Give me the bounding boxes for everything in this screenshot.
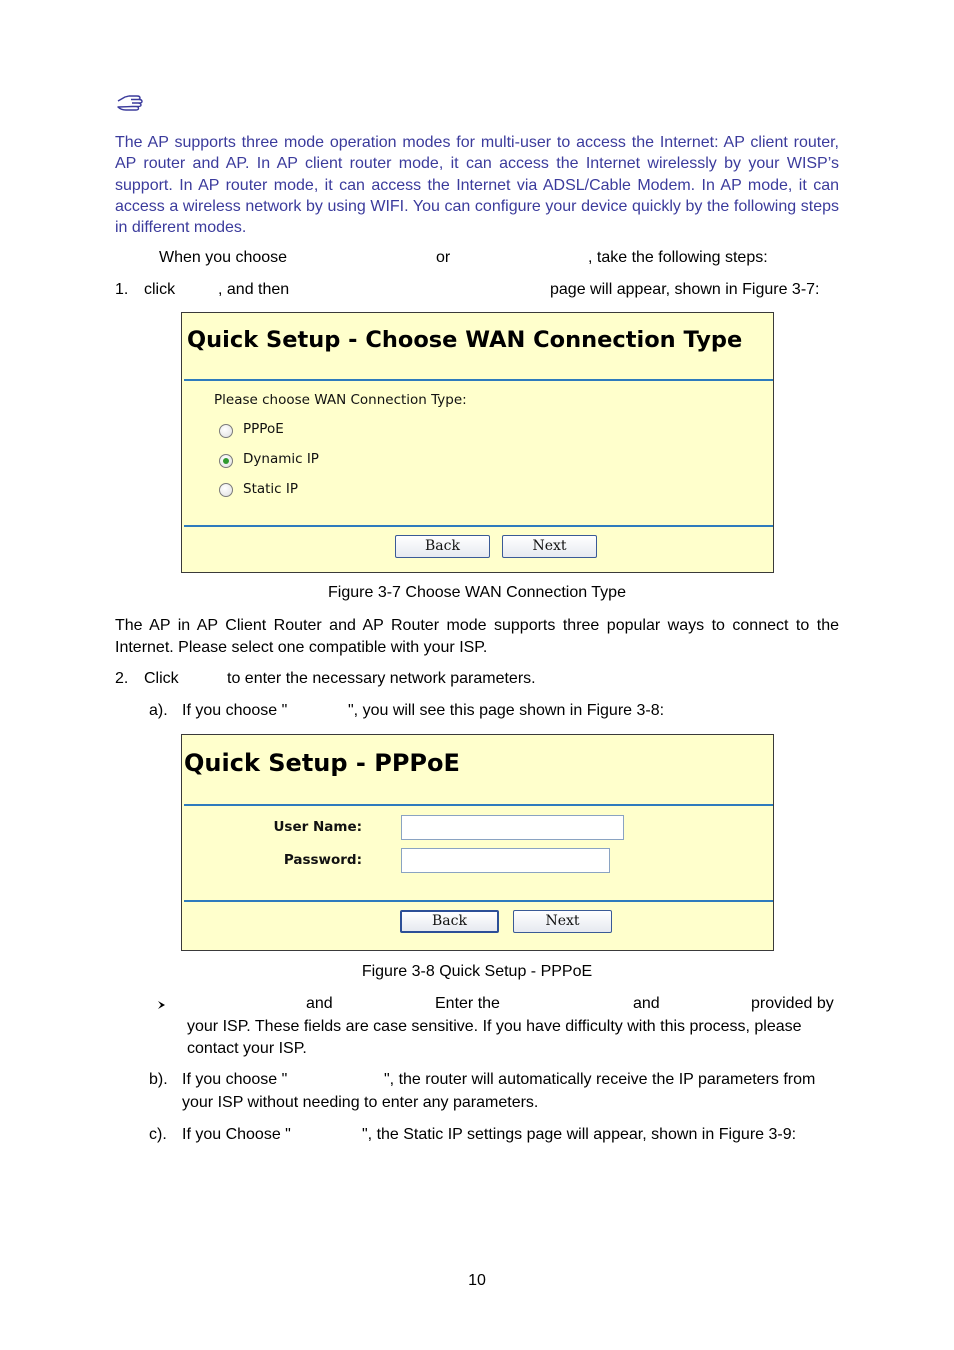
- radio-selected-dot: [223, 458, 229, 464]
- intro-text-c: , take the following steps:: [588, 249, 768, 266]
- password-label: Password:: [283, 852, 362, 868]
- radio-label-dynamic-ip: Dynamic IP: [243, 451, 319, 467]
- radio-static-ip[interactable]: [219, 483, 233, 497]
- note-paragraph: The AP supports three mode operation modes for multi-user to access the Internet: AP client router, AP router and AP. In AP client router mode, it can access the Internet wirelessly by your WISP’s support. In AP router mode, it can access the Internet via ADSL/Cable Modem. In AP mode, it can access a wireless network by using WIFI. You can configure your device quickly by the following steps in different modes.: [115, 134, 839, 237]
- wan-connection-type-panel: [181, 312, 774, 573]
- back-button[interactable]: Back: [395, 535, 490, 558]
- step-2-text-b: to enter the necessary network parameters.: [227, 670, 536, 687]
- step-1-number: 1.: [115, 281, 129, 298]
- radio-pppoe[interactable]: [219, 424, 233, 438]
- step-2c-text-a: If you Choose ": [182, 1126, 291, 1143]
- bullet-word-3: and: [633, 995, 660, 1012]
- step-2b-text-c: your ISP without needing to enter any parameters.: [182, 1094, 539, 1111]
- intro-text-b: or: [436, 249, 451, 266]
- step-2b-text-a: If you choose ": [182, 1071, 288, 1088]
- intro-text-a: When you choose: [159, 249, 288, 266]
- step-2c-number: c).: [149, 1126, 167, 1143]
- radio-label-pppoe: PPPoE: [243, 421, 284, 437]
- step-2c-text-b: ", the Static IP settings page will appear, shown in Figure 3-9:: [362, 1126, 797, 1143]
- bullet-arrow-icon: [157, 998, 167, 1010]
- radio-label-static-ip: Static IP: [243, 481, 299, 497]
- step-1-text-c: page will appear, shown in Figure 3-7:: [550, 281, 820, 298]
- password-input[interactable]: [401, 848, 610, 873]
- step-2-text-a: Click: [144, 670, 179, 687]
- title-divider: [184, 379, 773, 381]
- bullet-text: your ISP. These fields are case sensitive. If you have difficulty with this process, please contact your ISP.: [187, 1018, 802, 1057]
- step-2-number: 2.: [115, 670, 129, 687]
- step-2b-text-b: ", the router will automatically receive the IP parameters from: [384, 1071, 816, 1088]
- next-button[interactable]: Next: [513, 910, 612, 933]
- step-2a-text-a: If you choose ": [182, 702, 288, 719]
- step-2b-number: b).: [149, 1071, 168, 1088]
- next-button[interactable]: Next: [502, 535, 597, 558]
- pppoe-panel-title: Quick Setup - PPPoE: [184, 749, 460, 777]
- title-divider: [184, 804, 773, 806]
- pointing-hand-icon: [115, 92, 145, 114]
- figure-3-8-caption: Figure 3-8 Quick Setup - PPPoE: [361, 963, 593, 980]
- footer-divider: [184, 900, 773, 902]
- step-1-text-b: , and then: [218, 281, 290, 298]
- bullet-word-4: provided by: [751, 995, 834, 1012]
- page-number: 10: [468, 1272, 486, 1289]
- pppoe-panel: [181, 734, 774, 951]
- back-button[interactable]: Back: [400, 910, 499, 933]
- radio-dynamic-ip[interactable]: [219, 454, 233, 468]
- step-2a-number: a).: [149, 702, 168, 719]
- wan-panel-title: Quick Setup - Choose WAN Connection Type: [187, 327, 743, 353]
- wan-type-prompt: Please choose WAN Connection Type:: [214, 392, 467, 408]
- user-name-input[interactable]: [401, 815, 624, 840]
- bullet-word-1: and: [306, 995, 333, 1012]
- user-name-label: User Name:: [273, 819, 362, 835]
- isp-paragraph: The AP in AP Client Router and AP Router mode supports three popular ways to connect to the Internet. Please select one compatible with your ISP.: [115, 617, 839, 656]
- footer-divider: [184, 525, 773, 527]
- step-2a-text-b: ", you will see this page shown in Figure 3-8:: [348, 702, 665, 719]
- step-1-text-a: click: [144, 281, 176, 298]
- bullet-word-2: Enter the: [435, 995, 500, 1012]
- figure-3-7-caption: Figure 3-7 Choose WAN Connection Type: [328, 584, 626, 601]
